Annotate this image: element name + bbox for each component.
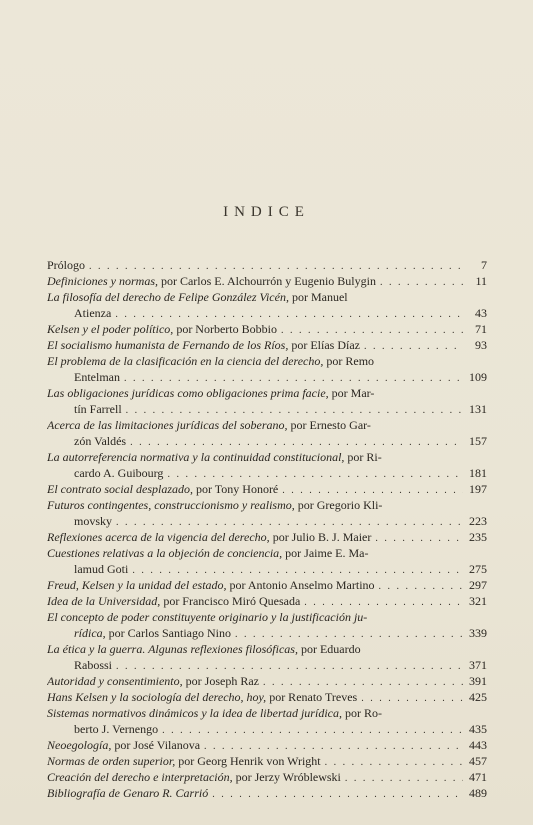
toc-entry-text: [74, 465, 163, 481]
leader-dots: [379, 579, 463, 593]
toc-entry-text: [47, 417, 371, 433]
toc-entry: [47, 545, 487, 577]
toc-entry-text: [47, 353, 374, 369]
toc-entry-author: por Norberto Bobbio: [173, 322, 277, 336]
toc-entry-text: [74, 561, 128, 577]
page-number: 11: [475, 274, 487, 288]
page-number: 109: [469, 370, 487, 384]
toc-entry-text: [47, 481, 278, 497]
toc-entry-title: El problema de la clasificación en la ciencia del derecho,: [47, 354, 324, 368]
toc-entry-title: Bibliografía de Genaro R. Carrió: [47, 786, 209, 800]
toc-entry: [47, 257, 487, 273]
toc-entry-title: Creación del derecho e interpretación,: [47, 770, 233, 784]
toc-entry-title: rídica,: [74, 626, 106, 640]
toc-entry-line: [47, 289, 487, 305]
toc-entry-title: La autorreferencia normativa y la continuidad constitucional,: [47, 450, 345, 464]
toc-entry-text: [74, 625, 231, 641]
toc-entry-author: por Remo: [323, 354, 375, 368]
page-number: 443: [469, 738, 487, 752]
page-number: 71: [475, 322, 487, 336]
toc-entry: [47, 769, 487, 785]
toc-entry-text: [47, 257, 85, 273]
toc-entry-line: [47, 737, 487, 753]
toc-entry-author: Entelman: [74, 370, 120, 384]
toc-entry-line: [47, 305, 487, 321]
toc-entry-text: [47, 321, 277, 337]
page-number: 471: [469, 770, 487, 784]
leader-dots: [282, 483, 463, 497]
toc-entry-text: [47, 609, 367, 625]
toc-entry-text: [47, 673, 259, 689]
toc-entry-text: [47, 705, 382, 721]
toc-entry-title: Idea de la Universidad,: [47, 594, 161, 608]
toc-entry-line: [47, 385, 487, 401]
leader-dots: [116, 515, 463, 529]
toc-entry-line: [47, 273, 487, 289]
toc-entry: [47, 481, 487, 497]
toc-entry-title: El socialismo humanista de Fernando de los Ríos,: [47, 338, 289, 352]
toc-entry-text: [47, 337, 360, 353]
toc-entry-line: [47, 401, 487, 417]
toc-entry-line: [47, 769, 487, 785]
leader-dots: [167, 467, 463, 481]
toc-entry-text: [74, 433, 126, 449]
toc-entry-line: [47, 545, 487, 561]
leader-dots: [281, 323, 463, 337]
toc-entry-text: [47, 545, 368, 561]
toc-entry-line: [47, 785, 487, 801]
leader-dots: [130, 435, 463, 449]
page-number: 371: [469, 658, 487, 672]
toc-entry-title: Kelsen y el poder político,: [47, 322, 174, 336]
toc-entry-text: [74, 401, 122, 417]
toc-entry-author: por Manuel: [288, 290, 348, 304]
page-number: 131: [469, 402, 487, 416]
toc-entry-line: [47, 721, 487, 737]
toc-entry-author: por Jaime E. Ma-: [282, 546, 369, 560]
toc-entry: [47, 337, 487, 353]
toc-entry-author: Atienza: [74, 306, 112, 320]
toc-entry-author: por Tony Honoré: [193, 482, 279, 496]
toc-entry-text: [47, 385, 374, 401]
toc-entry-author: zón Valdés: [74, 434, 127, 448]
toc-entry-title: Neoegología,: [47, 738, 112, 752]
toc-entry: [47, 609, 487, 641]
page-number: 297: [469, 578, 487, 592]
toc-entry-line: [47, 609, 487, 625]
toc-entry-author: por Georg Henrik von Wright: [175, 754, 321, 768]
page-number: 425: [469, 690, 487, 704]
toc-entry-author: por Julio B. J. Maier: [269, 530, 372, 544]
toc-entry-author: por Eduardo: [297, 642, 361, 656]
leader-dots: [126, 403, 463, 417]
toc-entry-author: Rabossi: [74, 658, 113, 672]
toc-entry-text: [74, 305, 111, 321]
toc-entry-author: cardo A. Guibourg: [74, 466, 164, 480]
toc-entry-author: por Renato Treves: [266, 690, 358, 704]
page-number: 197: [469, 482, 487, 496]
leader-dots: [380, 275, 463, 289]
toc-entry-title: Futuros contingentes, construccionismo y realismo,: [47, 498, 295, 512]
toc-entry-title: El contrato social desplazado,: [47, 482, 193, 496]
page-number: 489: [469, 786, 487, 800]
toc-entry-text: [47, 753, 321, 769]
leader-dots: [115, 307, 463, 321]
page-number: 93: [475, 338, 487, 352]
leader-dots: [204, 739, 463, 753]
toc-entry-text: [74, 513, 112, 529]
toc-entry-author: por Carlos Santiago Nino: [105, 626, 231, 640]
toc-entry-author: por Jerzy Wróblewski: [232, 770, 341, 784]
toc-entry-text: [47, 289, 348, 305]
toc-entry-text: [47, 769, 341, 785]
toc-entry-title: Freud, Kelsen y la unidad del estado,: [47, 578, 227, 592]
toc-entry-line: [47, 433, 487, 449]
toc-entry-title: Reflexiones acerca de la vigencia del derecho,: [47, 530, 270, 544]
toc-entry-line: [47, 257, 487, 273]
toc-entry: [47, 737, 487, 753]
toc-entry: [47, 529, 487, 545]
toc-entry-title: Normas de orden superior,: [47, 754, 176, 768]
toc-entry-title: Cuestiones relativas a la objeción de conciencia,: [47, 546, 283, 560]
toc-entry-line: [47, 753, 487, 769]
toc-entry: [47, 593, 487, 609]
toc-entry: [47, 753, 487, 769]
toc-entry: [47, 673, 487, 689]
toc-entry-text: [47, 785, 208, 801]
toc-entry: [47, 785, 487, 801]
page-number: 457: [469, 754, 487, 768]
toc-entry: [47, 689, 487, 705]
toc-entry-line: [47, 353, 487, 369]
toc-entry: [47, 321, 487, 337]
toc-entry: [47, 641, 487, 673]
leader-dots: [263, 675, 463, 689]
toc-entry-author: por Ro-: [341, 706, 382, 720]
toc-entry-line: [47, 529, 487, 545]
toc-entry-title: Acerca de las limitaciones jurídicas del soberano,: [47, 418, 288, 432]
page-number: 435: [469, 722, 487, 736]
toc-entry-text: [47, 593, 300, 609]
leader-dots: [116, 659, 463, 673]
toc-entry-line: [47, 481, 487, 497]
toc-entry-text: [47, 689, 357, 705]
toc-entry-line: [47, 497, 487, 513]
toc-entry-line: [47, 593, 487, 609]
toc-entry: [47, 289, 487, 321]
toc-entry-line: [47, 513, 487, 529]
toc-entry: [47, 417, 487, 449]
toc-entry-line: [47, 449, 487, 465]
toc-entry-author: por Joseph Raz: [182, 674, 259, 688]
toc-entry-title: Autoridad y consentimiento,: [47, 674, 183, 688]
toc-entry: [47, 449, 487, 481]
leader-dots: [89, 259, 463, 273]
page-number: 7: [481, 258, 487, 272]
toc-entry-author: tín Farrell: [74, 402, 122, 416]
toc-entry-author: berto J. Vernengo: [74, 722, 159, 736]
toc-entry-text: [47, 449, 382, 465]
leader-dots: [325, 755, 463, 769]
toc-entry-title: El concepto de poder constituyente originario y la justificación ju-: [47, 610, 368, 624]
leader-dots: [132, 563, 463, 577]
leader-dots: [162, 723, 463, 737]
page-title: INDICE: [223, 204, 310, 220]
toc-entry: [47, 577, 487, 593]
toc-entry: [47, 705, 487, 737]
toc-entry-line: [47, 369, 487, 385]
toc-entry-line: [47, 577, 487, 593]
leader-dots: [364, 339, 463, 353]
page-number: 223: [469, 514, 487, 528]
page-number: 339: [469, 626, 487, 640]
page-number: 157: [469, 434, 487, 448]
toc-entry-text: [47, 497, 382, 513]
toc-entry-author: por Mar-: [328, 386, 375, 400]
leader-dots: [124, 371, 463, 385]
toc-entry-text: [47, 577, 375, 593]
toc-entry-author: por Antonio Anselmo Martino: [226, 578, 375, 592]
toc-entry-text: [47, 641, 361, 657]
toc-entry-author: por José Vilanova: [111, 738, 201, 752]
toc-entry-text: [47, 529, 371, 545]
toc-entry-author: Prólogo: [47, 258, 86, 272]
toc-entry-author: movsky: [74, 514, 113, 528]
toc-entry-line: [47, 561, 487, 577]
toc-entry-title: Hans Kelsen y la sociología del derecho, hoy,: [47, 690, 267, 704]
toc-entry-text: [74, 369, 120, 385]
toc-entry-author: por Gregorio Kli-: [294, 498, 383, 512]
toc-entry-author: lamud Goti: [74, 562, 129, 576]
toc-entry-line: [47, 337, 487, 353]
toc-entry-line: [47, 705, 487, 721]
toc-entry-line: [47, 673, 487, 689]
toc-entry: [47, 497, 487, 529]
toc-entry-text: [74, 657, 112, 673]
leader-dots: [212, 787, 463, 801]
toc-entry-author: por Elías Díaz: [288, 338, 360, 352]
toc-entry-text: [47, 737, 200, 753]
page-number: 321: [469, 594, 487, 608]
page-number: 181: [469, 466, 487, 480]
toc-entry-author: por Ri-: [344, 450, 382, 464]
toc-entry-text: [47, 273, 376, 289]
toc-entry-title: La filosofía del derecho de Felipe González Vicén,: [47, 290, 289, 304]
table-of-contents: [47, 257, 487, 801]
toc-entry-line: [47, 625, 487, 641]
toc-entry-title: Las obligaciones jurídicas como obligaciones prima facie,: [47, 386, 329, 400]
toc-entry: [47, 273, 487, 289]
leader-dots: [375, 531, 463, 545]
toc-entry-title: Sistemas normativos dinámicos y la idea de libertad jurídica,: [47, 706, 342, 720]
leader-dots: [345, 771, 463, 785]
toc-entry: [47, 353, 487, 385]
page-number: 235: [469, 530, 487, 544]
toc-entry-title: Definiciones y normas,: [47, 274, 158, 288]
leader-dots: [361, 691, 463, 705]
toc-entry-line: [47, 657, 487, 673]
toc-entry-line: [47, 465, 487, 481]
toc-entry: [47, 385, 487, 417]
toc-entry-line: [47, 417, 487, 433]
toc-entry-line: [47, 321, 487, 337]
toc-entry-title: La ética y la guerra. Algunas reflexiones filosóficas,: [47, 642, 298, 656]
toc-entry-author: por Francisco Miró Quesada: [160, 594, 301, 608]
page-number: 391: [469, 674, 487, 688]
toc-entry-author: por Ernesto Gar-: [287, 418, 371, 432]
leader-dots: [304, 595, 463, 609]
toc-entry-line: [47, 689, 487, 705]
toc-entry-author: por Carlos E. Alchourrón y Eugenio Bulygin: [157, 274, 376, 288]
leader-dots: [235, 627, 463, 641]
toc-entry-line: [47, 641, 487, 657]
page-number: 43: [475, 306, 487, 320]
toc-entry-text: [74, 721, 158, 737]
page-number: 275: [469, 562, 487, 576]
